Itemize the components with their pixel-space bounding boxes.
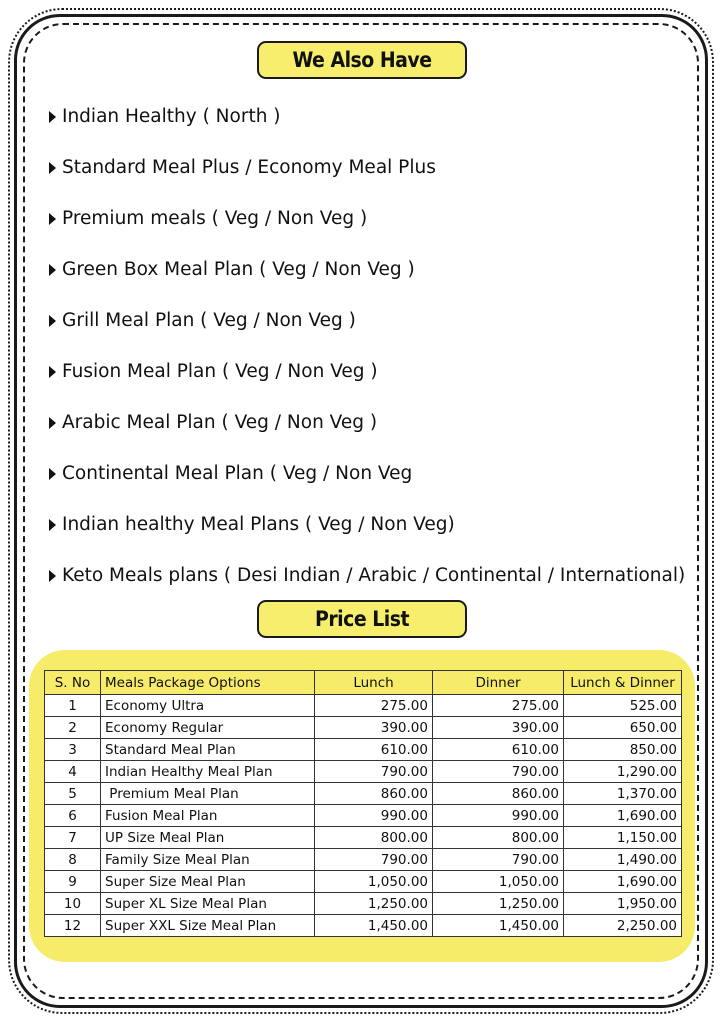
list-item	[49, 346, 685, 397]
triangle-bullet-icon	[49, 213, 56, 225]
meal-options-list	[49, 91, 685, 601]
cell-dinner: 275.00	[433, 695, 564, 717]
table-row	[45, 805, 682, 827]
cell-lunch: 275.00	[315, 695, 433, 717]
cell-sno: 7	[45, 827, 101, 849]
table-row	[45, 893, 682, 915]
cell-dinner: 1,050.00	[433, 871, 564, 893]
triangle-bullet-icon	[49, 264, 56, 276]
table-row	[45, 761, 682, 783]
list-item	[49, 550, 685, 601]
cell-dinner: 1,450.00	[433, 915, 564, 937]
cell-lunch-dinner: 1,150.00	[564, 827, 682, 849]
list-item-label: Fusion Meal Plan ( Veg / Non Veg )	[62, 361, 378, 382]
cell-dinner: 800.00	[433, 827, 564, 849]
triangle-bullet-icon	[49, 417, 56, 429]
table-row	[45, 871, 682, 893]
column-header-sno: S. No	[45, 671, 101, 695]
cell-package: Fusion Meal Plan	[101, 805, 315, 827]
table-header-row	[45, 671, 682, 695]
table-row	[45, 739, 682, 761]
table-row	[45, 783, 682, 805]
cell-dinner: 790.00	[433, 761, 564, 783]
list-item	[49, 397, 685, 448]
cell-sno: 5	[45, 783, 101, 805]
list-item	[49, 91, 685, 142]
table-row	[45, 827, 682, 849]
cell-lunch-dinner: 1,690.00	[564, 871, 682, 893]
cell-package: Super XXL Size Meal Plan	[101, 915, 315, 937]
cell-dinner: 390.00	[433, 717, 564, 739]
cell-lunch-dinner: 525.00	[564, 695, 682, 717]
cell-lunch-dinner: 1,290.00	[564, 761, 682, 783]
list-item-label: Standard Meal Plus / Economy Meal Plus	[62, 157, 436, 178]
list-item	[49, 142, 685, 193]
cell-sno: 2	[45, 717, 101, 739]
cell-lunch: 990.00	[315, 805, 433, 827]
cell-dinner: 790.00	[433, 849, 564, 871]
list-item-label: Indian healthy Meal Plans ( Veg / Non Veg)	[62, 514, 455, 535]
cell-sno: 10	[45, 893, 101, 915]
list-item	[49, 244, 685, 295]
cell-lunch: 790.00	[315, 761, 433, 783]
list-item	[49, 295, 685, 346]
cell-sno: 1	[45, 695, 101, 717]
column-header-package: Meals Package Options	[101, 671, 315, 695]
cell-lunch-dinner: 2,250.00	[564, 915, 682, 937]
cell-package: Family Size Meal Plan	[101, 849, 315, 871]
cell-lunch-dinner: 1,690.00	[564, 805, 682, 827]
list-item-label: Arabic Meal Plan ( Veg / Non Veg )	[62, 412, 378, 433]
triangle-bullet-icon	[49, 570, 56, 582]
cell-lunch: 800.00	[315, 827, 433, 849]
table-row	[45, 849, 682, 871]
list-item	[49, 448, 685, 499]
cell-package: Premium Meal Plan	[101, 783, 315, 805]
cell-dinner: 1,250.00	[433, 893, 564, 915]
cell-lunch: 1,250.00	[315, 893, 433, 915]
price-table	[44, 670, 682, 937]
cell-lunch-dinner: 1,490.00	[564, 849, 682, 871]
list-item	[49, 193, 685, 244]
price-list-heading: Price List	[257, 600, 467, 638]
cell-package: Indian Healthy Meal Plan	[101, 761, 315, 783]
cell-package: Economy Regular	[101, 717, 315, 739]
list-item	[49, 499, 685, 550]
cell-package: Super XL Size Meal Plan	[101, 893, 315, 915]
table-row	[45, 717, 682, 739]
cell-sno: 4	[45, 761, 101, 783]
triangle-bullet-icon	[49, 162, 56, 174]
cell-sno: 8	[45, 849, 101, 871]
cell-lunch-dinner: 1,370.00	[564, 783, 682, 805]
we-also-have-heading: We Also Have	[257, 41, 467, 79]
triangle-bullet-icon	[49, 111, 56, 123]
cell-sno: 12	[45, 915, 101, 937]
column-header-dinner: Dinner	[433, 671, 564, 695]
cell-lunch: 1,050.00	[315, 871, 433, 893]
triangle-bullet-icon	[49, 519, 56, 531]
cell-sno: 6	[45, 805, 101, 827]
cell-lunch-dinner: 650.00	[564, 717, 682, 739]
table-row	[45, 915, 682, 937]
cell-lunch-dinner: 1,950.00	[564, 893, 682, 915]
list-item-label: Premium meals ( Veg / Non Veg )	[62, 208, 368, 229]
cell-lunch: 610.00	[315, 739, 433, 761]
cell-sno: 9	[45, 871, 101, 893]
cell-dinner: 860.00	[433, 783, 564, 805]
cell-lunch: 790.00	[315, 849, 433, 871]
cell-package: Standard Meal Plan	[101, 739, 315, 761]
table-row	[45, 695, 682, 717]
cell-lunch: 1,450.00	[315, 915, 433, 937]
cell-dinner: 610.00	[433, 739, 564, 761]
triangle-bullet-icon	[49, 468, 56, 480]
cell-package: Economy Ultra	[101, 695, 315, 717]
cell-package: Super Size Meal Plan	[101, 871, 315, 893]
cell-lunch: 390.00	[315, 717, 433, 739]
cell-dinner: 990.00	[433, 805, 564, 827]
cell-sno: 3	[45, 739, 101, 761]
list-item-label: Keto Meals plans ( Desi Indian / Arabic / Continental / International)	[62, 565, 686, 586]
list-item-label: Indian Healthy ( North )	[62, 106, 281, 127]
list-item-label: Grill Meal Plan ( Veg / Non Veg )	[62, 310, 356, 331]
list-item-label: Green Box Meal Plan ( Veg / Non Veg )	[62, 259, 415, 280]
triangle-bullet-icon	[49, 315, 56, 327]
cell-lunch: 860.00	[315, 783, 433, 805]
column-header-lunch: Lunch	[315, 671, 433, 695]
triangle-bullet-icon	[49, 366, 56, 378]
cell-lunch-dinner: 850.00	[564, 739, 682, 761]
column-header-lunch-dinner: Lunch & Dinner	[564, 671, 682, 695]
cell-package: UP Size Meal Plan	[101, 827, 315, 849]
list-item-label: Continental Meal Plan ( Veg / Non Veg	[62, 463, 413, 484]
